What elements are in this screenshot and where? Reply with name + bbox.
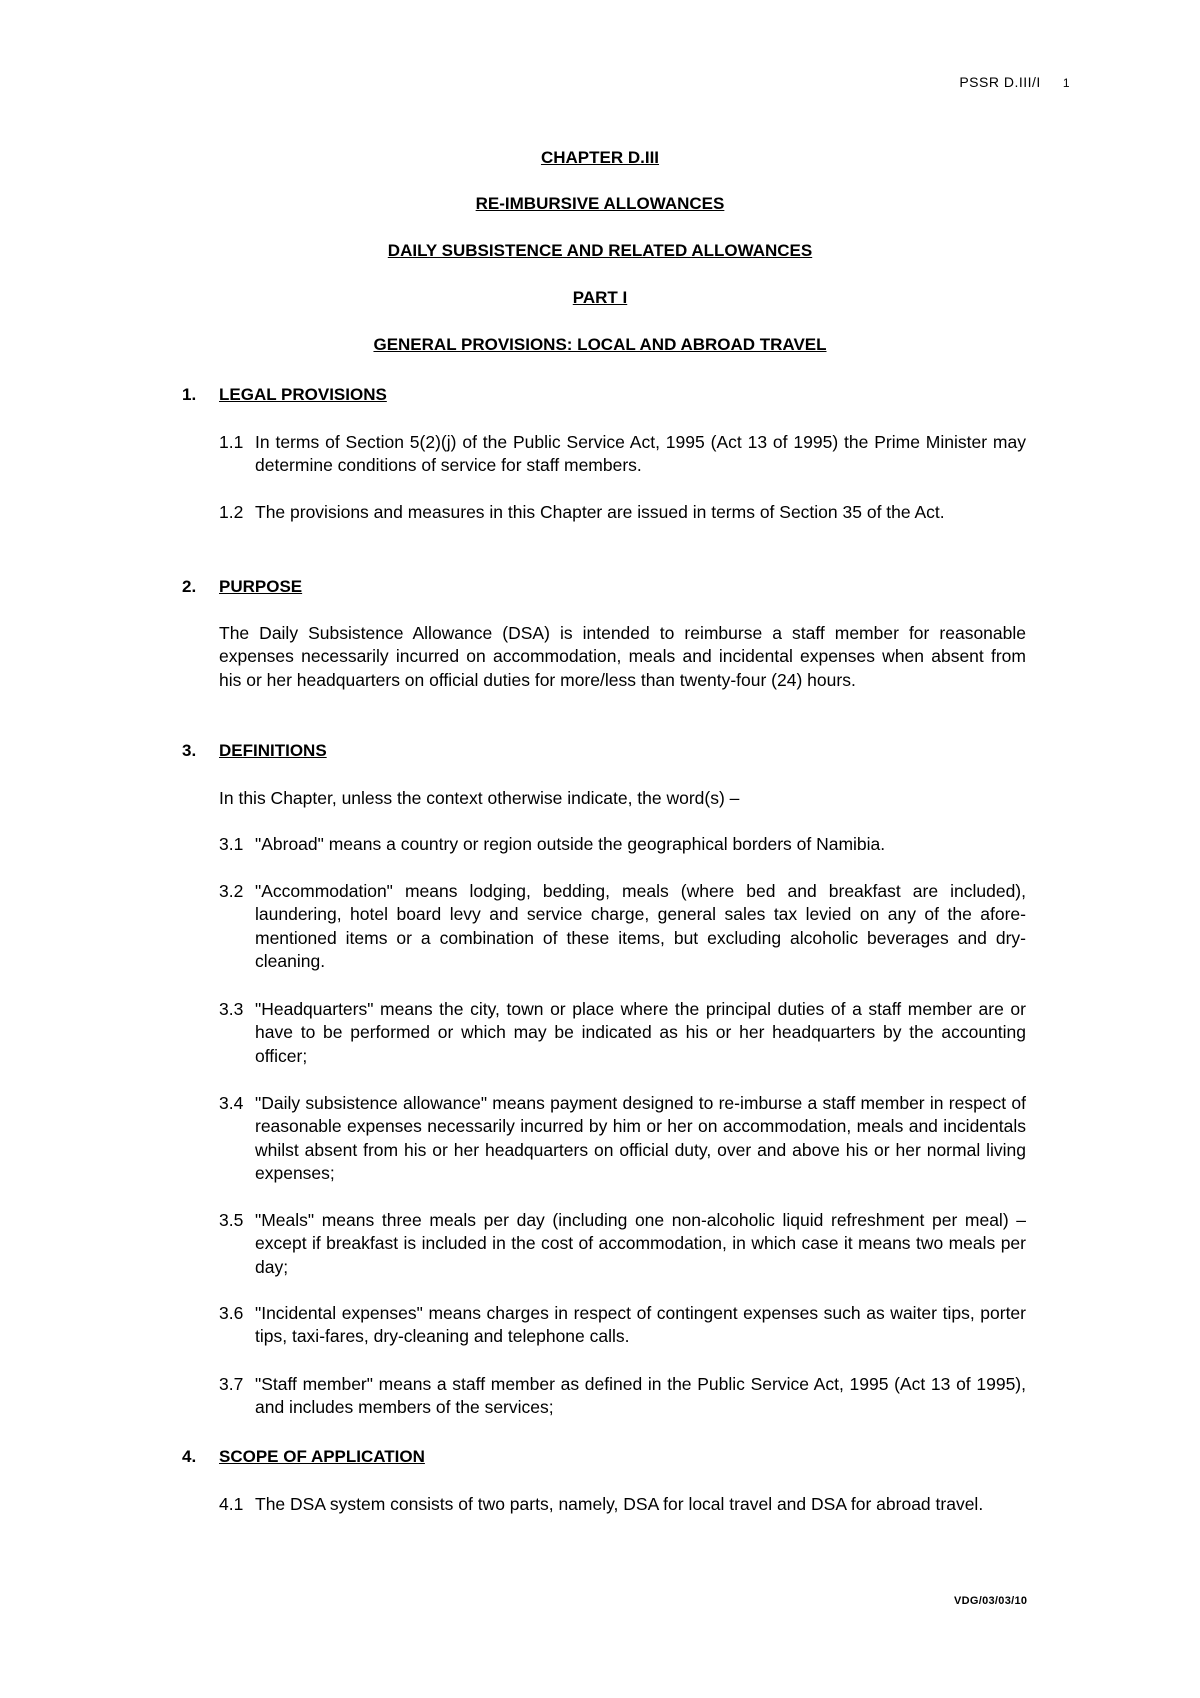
list-item xyxy=(219,1373,1026,1420)
section-title: SCOPE OF APPLICATION xyxy=(219,1447,425,1466)
section-title: DEFINITIONS xyxy=(219,741,327,760)
list-item xyxy=(219,998,1026,1068)
page-footer: VDG/03/03/10 xyxy=(954,1595,1028,1607)
subtitle-daily-subsistence: DAILY SUBSISTENCE AND RELATED ALLOWANCES xyxy=(387,241,813,260)
list-item xyxy=(219,1209,1026,1279)
item-number: 4.1 xyxy=(219,1494,244,1514)
item-text: "Daily subsistence allowance" means payment designed to re-imburse a staff member in respect of reasonable expenses necessarily incurred by him or her on accommodation, meals and incidentals whilst absent from his or her headquarters on official duty, over and above his or her normal living expenses; xyxy=(255,1093,1026,1184)
section-number: 4. xyxy=(182,1447,197,1466)
page-header xyxy=(959,74,1070,90)
purpose-paragraph: The Daily Subsistence Allowance (DSA) is intended to reimburse a staff member for reasonable expenses necessarily incurred on accommodation, meals and incidental expenses when absent from his or her headquarters on official duties for more/less than twenty-four (24) hours. xyxy=(219,623,1026,690)
item-text: In terms of Section 5(2)(j) of the Public Service Act, 1995 (Act 13 of 1995) the Prime Minister may determine conditions of service for staff members. xyxy=(255,432,1026,476)
item-number: 3.7 xyxy=(219,1374,244,1394)
section-heading xyxy=(182,385,387,405)
item-number: 3.2 xyxy=(219,881,244,901)
item-number: 3.3 xyxy=(219,999,244,1019)
item-text: "Accommodation" means lodging, bedding, meals (where bed and breakfast are included), laundering, hotel board levy and service charge, general sales tax levied on any of the afore-mentioned items or a combination of these items, but excluding alcoholic beverages and dry-cleaning. xyxy=(255,881,1026,972)
section-heading xyxy=(182,741,327,761)
item-number: 1.2 xyxy=(219,502,244,522)
general-provisions-title: GENERAL PROVISIONS: LOCAL AND ABROAD TRAVEL xyxy=(373,335,827,354)
item-text: The DSA system consists of two parts, namely, DSA for local travel and DSA for abroad travel. xyxy=(255,1494,984,1514)
section-heading xyxy=(182,577,302,597)
item-text: "Incidental expenses" means charges in respect of contingent expenses such as waiter tips, porter tips, taxi-fares, dry-cleaning and telephone calls. xyxy=(255,1303,1026,1347)
list-item xyxy=(219,1493,1026,1516)
item-text: "Abroad" means a country or region outside the geographical borders of Namibia. xyxy=(255,834,886,854)
item-text: "Meals" means three meals per day (including one non-alcoholic liquid refreshment per meal) – except if breakfast is included in the cost of accommodation, in which case it means two meals per day; xyxy=(255,1210,1026,1277)
definitions-intro: In this Chapter, unless the context otherwise indicate, the word(s) – xyxy=(219,788,740,808)
section-number: 3. xyxy=(182,741,197,760)
part-title: PART I xyxy=(572,288,628,307)
section-number: 1. xyxy=(182,385,197,404)
item-number: 3.5 xyxy=(219,1210,244,1230)
header-code: PSSR D.III/I xyxy=(959,74,1041,90)
page-number: 1 xyxy=(1062,76,1070,90)
list-item xyxy=(219,1302,1026,1349)
list-item xyxy=(219,501,1026,524)
chapter-title: CHAPTER D.III xyxy=(540,148,660,167)
subtitle-reimbursive: RE-IMBURSIVE ALLOWANCES xyxy=(475,194,725,213)
list-item xyxy=(219,431,1026,478)
section-title: LEGAL PROVISIONS xyxy=(219,385,387,404)
section-heading xyxy=(182,1447,425,1467)
item-text: "Staff member" means a staff member as defined in the Public Service Act, 1995 (Act 13 of 1995), and includes members of the services; xyxy=(255,1374,1026,1418)
item-number: 3.6 xyxy=(219,1303,244,1323)
item-number: 1.1 xyxy=(219,432,244,452)
section-title: PURPOSE xyxy=(219,577,303,596)
item-text: "Headquarters" means the city, town or place where the principal duties of a staff member are or have to be performed or which may be indicated as his or her headquarters by the accounting officer; xyxy=(255,999,1026,1066)
item-number: 3.1 xyxy=(219,834,244,854)
list-item xyxy=(219,833,1026,856)
list-item xyxy=(219,1092,1026,1186)
section-number: 2. xyxy=(182,577,197,596)
list-item xyxy=(219,880,1026,974)
item-text: The provisions and measures in this Chapter are issued in terms of Section 35 of the Act. xyxy=(255,502,945,522)
item-number: 3.4 xyxy=(219,1093,244,1113)
